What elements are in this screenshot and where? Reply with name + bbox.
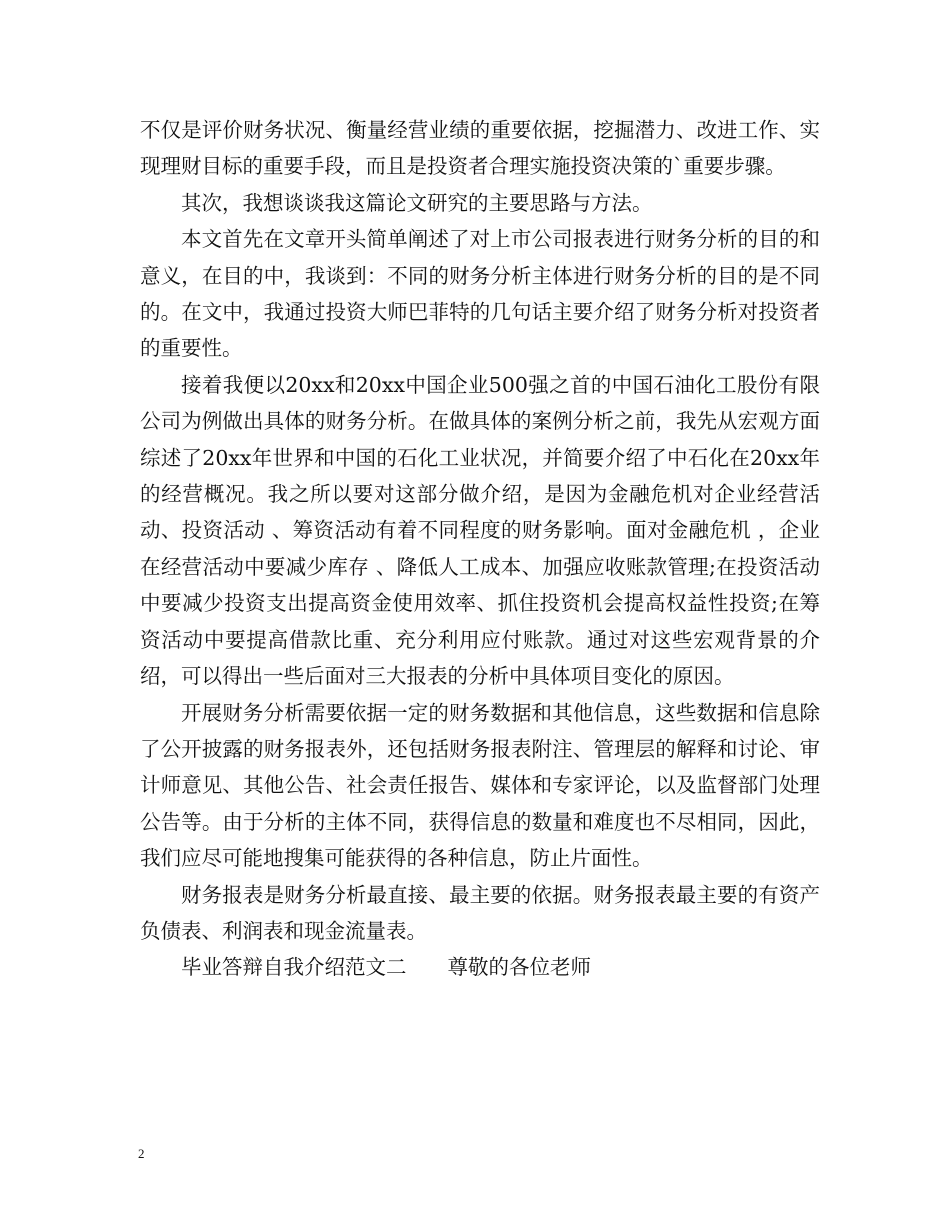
body-text bbox=[140, 112, 820, 986]
paragraph-purpose: 本文首先在文章开头简单阐述了对上市公司报表进行财务分析的目的和意义，在目的中，我谈到：不同的财务分析主体进行财务分析的目的是不同的。在文中，我通过投资大师巴菲特的几句话主要介绍了财务分析对投资者的重要性。 bbox=[140, 227, 820, 361]
page-number: 2 bbox=[138, 1146, 145, 1161]
paragraph-continued: 不仅是评价财务状况、衡量经营业绩的重要依据，挖掘潜力、改进工作、实现理财目标的重要手段，而且是投资者合理实施投资决策的`重要步骤。 bbox=[140, 118, 820, 179]
paragraph-information-sources: 开展财务分析需要依据一定的财务数据和其他信息，这些数据和信息除了公开披露的财务报表外，还包括财务报表附注、管理层的解释和讨论、审计师意见、其他公告、社会责任报告、媒体和专家评论，以及监督部门处理公告等。由于分析的主体不同，获得信息的数量和难度也不尽相同，因此，我们应尽可能地搜集可能获得的各种信息，防止片面性。 bbox=[140, 700, 820, 871]
paragraph-approach-intro: 其次，我想谈谈我这篇论文研究的主要思路与方法。 bbox=[181, 190, 653, 215]
paragraph-case-study: 接着我便以20xx和20xx中国企业500强之首的中国石油化工股份有限公司为例做出具体的财务分析。在做具体的案例分析之前，我先从宏观方面综述了20xx年世界和中国的石化工业状况，并简要介绍了中石化在20xx年的经营概况。我之所以要对这部分做介绍，是因为金融危机对企业经营活动、投资活动 、筹资活动有着不同程度的财务影响。面对金融危机 ，企业在经营活动中要减少库存 、降低人工成本、加强应收账款管理;在投资活动中要减少投资支出提高资金使用效率、抓住投资机会提高权益性投资;在筹资活动中要提高借款比重、充分利用应付账款。通过对这些宏观背景的介绍，可以得出一些后面对三大报表的分析中具体项目变化的原因。 bbox=[140, 372, 820, 689]
paragraph-section-heading: 毕业答辩自我介绍范文二 尊敬的各位老师 bbox=[181, 955, 591, 980]
paragraph-financial-statements: 财务报表是财务分析最直接、最主要的依据。财务报表最主要的有资产负债表、利润表和现金流量表。 bbox=[140, 882, 820, 943]
